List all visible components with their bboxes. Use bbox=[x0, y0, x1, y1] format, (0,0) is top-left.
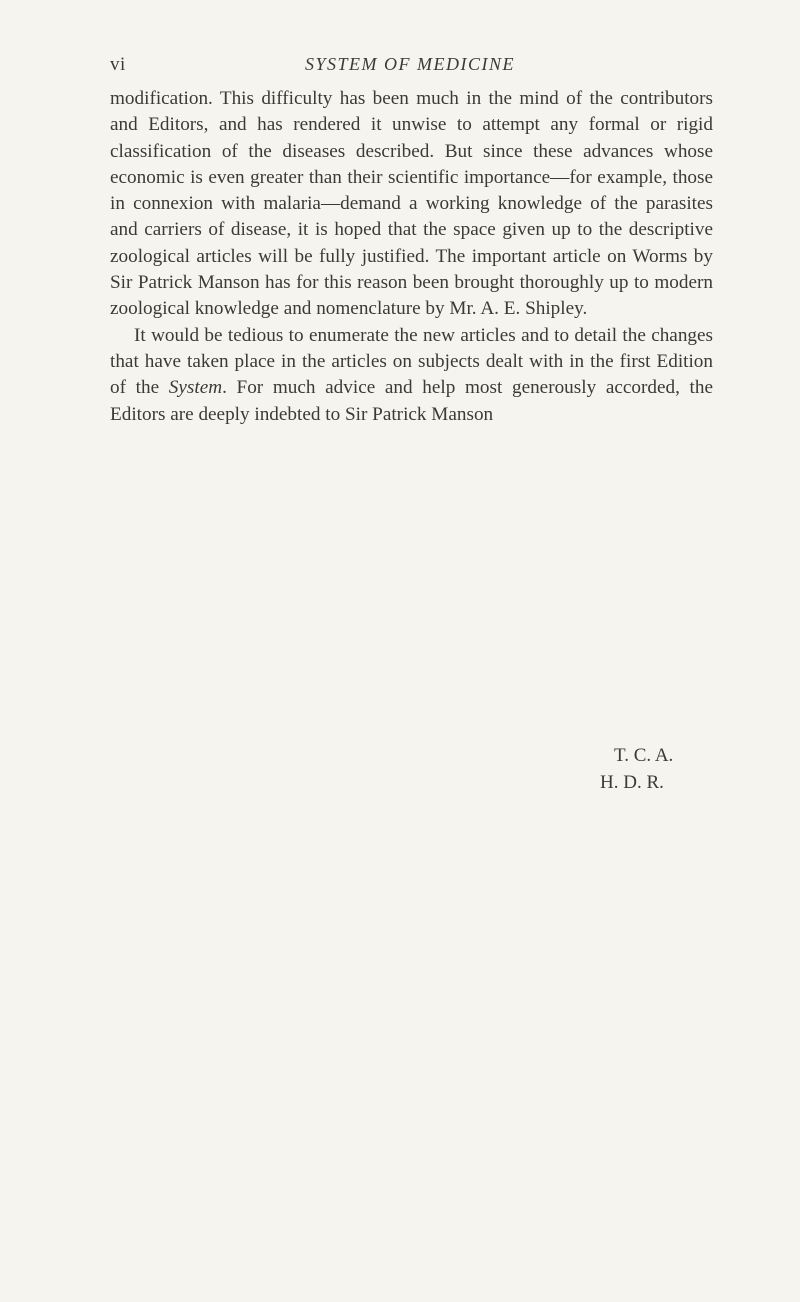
paragraph-2-end: . For much advice and help most generously accorded, the Editors are deeply indebted to Sir Patrick Manson bbox=[110, 377, 713, 425]
page-number: vi bbox=[110, 54, 126, 75]
signature-initials-2: H. D. R. bbox=[600, 772, 664, 793]
running-title: SYSTEM OF MEDICINE bbox=[305, 54, 515, 74]
paragraph-2 bbox=[110, 323, 713, 428]
paragraph-1: modification. This difficulty has been much in the mind of the contributors and Editors, and has rendered it unwise to attempt any formal or rigid classification of the diseases described. But since these advances whose economic is even greater than their scientific importance—for example, those in connexion with malaria—demand a working knowledge of the parasites and carriers of disease, it is hoped that the space given up to the descriptive zoological articles will be fully justified. The important article on Worms by Sir Patrick Manson has for this reason been brought thoroughly up to modern zoological knowledge and nomenclature by Mr. A. E. Shipley. bbox=[110, 88, 713, 320]
running-head bbox=[110, 54, 710, 78]
signatures bbox=[600, 742, 673, 796]
system-title: System bbox=[168, 377, 223, 399]
paragraph-2-start: It would be tedious to enumerate the new articles and to detail the changes that have taken place in the articles on subjects dealt with in the first Edition of the bbox=[110, 324, 713, 399]
signature-initials-1: T. C. A. bbox=[614, 745, 674, 766]
body-text bbox=[110, 86, 713, 428]
